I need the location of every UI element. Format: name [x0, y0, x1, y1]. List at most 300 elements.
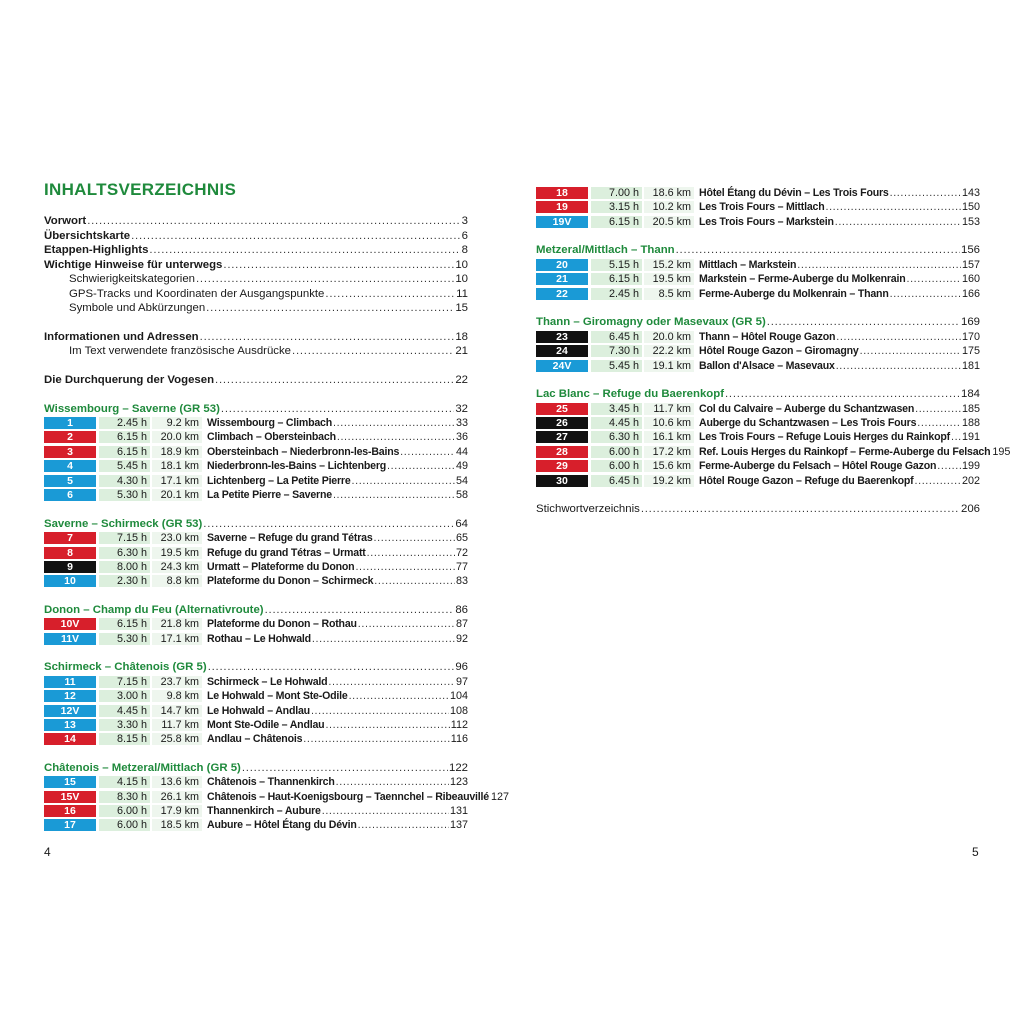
stage-distance: 18.6 km — [644, 187, 694, 199]
page-reference: 175 — [961, 345, 980, 357]
page-title: INHALTSVERZEICHNIS — [44, 180, 237, 199]
stage-duration: 5.45 h — [99, 460, 150, 472]
stage-title: Ferme-Auberge du Molkenrain – Thann — [699, 288, 889, 300]
stage-distance: 20.0 km — [152, 431, 202, 443]
page-reference: 131 — [449, 805, 468, 817]
stage-distance: 10.6 km — [644, 417, 694, 429]
stage-row[interactable] — [44, 459, 468, 474]
page-reference: 191 — [961, 431, 980, 443]
stage-distance: 23.7 km — [152, 676, 202, 688]
page-reference: 206 — [960, 503, 980, 515]
leader-dots — [387, 459, 455, 474]
leader-dots — [215, 373, 454, 388]
page-reference: 77 — [455, 561, 468, 573]
leader-dots — [890, 287, 961, 302]
stage-distance: 21.8 km — [152, 618, 202, 630]
stage-row[interactable] — [536, 445, 1011, 460]
leader-dots — [196, 272, 454, 287]
page-reference: 86 — [455, 604, 468, 616]
entry-title: Etappen-Highlights — [44, 244, 149, 256]
toc-entry[interactable] — [44, 344, 468, 359]
stage-duration: 4.45 h — [591, 417, 642, 429]
stage-duration: 6.30 h — [591, 431, 642, 443]
stage-row[interactable] — [44, 732, 468, 747]
stage-row[interactable] — [44, 790, 509, 805]
toc-entry[interactable] — [44, 301, 468, 316]
toc-entry[interactable] — [44, 243, 468, 258]
leader-dots — [860, 344, 961, 359]
entry-title: Wichtige Hinweise für unterwegs — [44, 259, 223, 271]
page-reference: 169 — [960, 316, 980, 328]
stage-row[interactable] — [536, 215, 980, 230]
stage-number-badge: 1 — [44, 417, 96, 429]
leader-dots — [221, 402, 454, 417]
section-heading[interactable] — [44, 402, 468, 417]
leader-dots — [336, 775, 449, 790]
page-reference: 157 — [961, 259, 980, 271]
stage-title: Mittlach – Markstein — [699, 259, 797, 271]
leader-dots — [352, 474, 455, 489]
page-reference: 10 — [455, 259, 468, 271]
leader-dots — [906, 272, 961, 287]
stage-number-badge: 19V — [536, 216, 588, 228]
stage-duration: 3.30 h — [99, 719, 150, 731]
stage-duration: 5.45 h — [591, 360, 642, 372]
stage-title: Urmatt – Plateforme du Donon — [207, 561, 355, 573]
stage-title: Le Hohwald – Mont Ste-Odile — [207, 690, 348, 702]
page-reference: 170 — [961, 331, 980, 343]
stage-distance: 19.5 km — [644, 273, 694, 285]
stage-title: Les Trois Fours – Refuge Louis Herges du Rainkopf — [699, 431, 950, 443]
stage-duration: 3.45 h — [591, 403, 642, 415]
stage-duration: 6.00 h — [591, 446, 642, 458]
stage-number-badge: 10V — [44, 618, 96, 630]
stage-number-badge: 11V — [44, 633, 96, 645]
stage-row[interactable] — [44, 804, 468, 819]
stage-title: Ferme-Auberge du Felsach – Hôtel Rouge Gazon — [699, 460, 937, 472]
stage-number-badge: 18 — [536, 187, 588, 199]
stage-row[interactable] — [536, 287, 980, 302]
stage-title: La Petite Pierre – Saverne — [207, 489, 332, 501]
page-reference: 150 — [961, 201, 980, 213]
stage-distance: 20.1 km — [152, 489, 202, 501]
stage-number-badge: 22 — [536, 288, 588, 300]
page-reference: 3 — [461, 215, 468, 227]
stage-number-badge: 5 — [44, 475, 96, 487]
stage-number-badge: 27 — [536, 431, 588, 443]
stage-title: Châtenois – Thannenkirch — [207, 776, 335, 788]
toc-entry[interactable] — [44, 214, 468, 229]
toc-entry[interactable] — [44, 229, 468, 244]
toc-entry[interactable] — [44, 287, 468, 302]
stage-row[interactable] — [44, 704, 468, 719]
toc-entry[interactable] — [44, 373, 468, 388]
stage-title: Hôtel Rouge Gazon – Giromagny — [699, 345, 859, 357]
stage-row[interactable] — [44, 675, 468, 690]
stage-duration: 6.45 h — [591, 331, 642, 343]
stage-title: Thannenkirch – Aubure — [207, 805, 321, 817]
leader-dots — [328, 675, 455, 690]
stage-title: Lichtenberg – La Petite Pierre — [207, 475, 351, 487]
leader-dots — [303, 732, 449, 747]
stage-duration: 4.30 h — [99, 475, 150, 487]
stage-duration: 6.45 h — [591, 475, 642, 487]
entry-title: Wissembourg – Saverne (GR 53) — [44, 403, 220, 415]
stage-duration: 6.15 h — [591, 216, 642, 228]
stage-distance: 8.5 km — [644, 288, 694, 300]
stage-duration: 7.00 h — [591, 187, 642, 199]
page-reference: 104 — [449, 690, 468, 702]
page-reference: 137 — [449, 819, 468, 831]
leader-dots — [367, 546, 455, 561]
stage-duration: 6.00 h — [99, 819, 150, 831]
page-reference: 6 — [461, 230, 468, 242]
leader-dots — [937, 459, 961, 474]
leader-dots — [676, 243, 960, 258]
section-heading[interactable] — [44, 761, 468, 776]
leader-dots — [355, 560, 455, 575]
page-reference: 160 — [961, 273, 980, 285]
leader-dots — [349, 689, 449, 704]
stage-row[interactable] — [536, 258, 980, 273]
stage-duration: 8.15 h — [99, 733, 150, 745]
stage-row[interactable] — [536, 430, 980, 445]
stage-distance: 10.2 km — [644, 201, 694, 213]
page-reference: 22 — [455, 374, 468, 386]
page-reference: 83 — [455, 575, 468, 587]
stage-distance: 19.1 km — [644, 360, 694, 372]
stage-number-badge: 17 — [44, 819, 96, 831]
stage-row[interactable] — [536, 186, 980, 201]
stage-number-badge: 4 — [44, 460, 96, 472]
stage-distance: 19.2 km — [644, 475, 694, 487]
stage-duration: 6.00 h — [591, 460, 642, 472]
stage-row[interactable] — [44, 574, 468, 589]
leader-dots — [725, 387, 960, 402]
section-heading[interactable] — [536, 315, 980, 330]
stage-title: Les Trois Fours – Mittlach — [699, 201, 825, 213]
page-number-right: 5 — [972, 845, 979, 859]
stage-row[interactable] — [536, 474, 980, 489]
leader-dots — [311, 704, 449, 719]
stage-title: Climbach – Obersteinbach — [207, 431, 336, 443]
stage-number-badge: 9 — [44, 561, 96, 573]
stage-distance: 24.3 km — [152, 561, 202, 573]
page-reference: 143 — [961, 187, 980, 199]
leader-dots — [149, 243, 460, 258]
stage-distance: 25.8 km — [152, 733, 202, 745]
stage-row[interactable] — [536, 416, 980, 431]
stage-number-badge: 29 — [536, 460, 588, 472]
page-reference: 112 — [450, 719, 468, 731]
section-heading[interactable] — [44, 603, 468, 618]
page-reference: 97 — [455, 676, 468, 688]
stage-distance: 23.0 km — [152, 532, 202, 544]
entry-title: GPS-Tracks und Koordinaten der Ausgangspunkte — [69, 288, 325, 300]
page-reference: 153 — [961, 216, 980, 228]
leader-dots — [767, 315, 960, 330]
stage-title: Ballon d'Alsace – Masevaux — [699, 360, 835, 372]
page-number-left: 4 — [44, 845, 51, 859]
stage-title: Obersteinbach – Niederbronn-les-Bains — [207, 446, 400, 458]
toc-entry[interactable] — [44, 258, 468, 273]
stage-duration: 6.15 h — [99, 618, 150, 630]
section-heading[interactable] — [536, 387, 980, 402]
stage-duration: 8.00 h — [99, 561, 150, 573]
leader-dots — [208, 660, 455, 675]
stage-duration: 6.00 h — [99, 805, 150, 817]
leader-dots — [915, 474, 961, 489]
stage-title: Wissembourg – Climbach — [207, 417, 333, 429]
stage-distance: 18.9 km — [152, 446, 202, 458]
leader-dots — [337, 430, 455, 445]
entry-title: Châtenois – Metzeral/Mittlach (GR 5) — [44, 762, 241, 774]
stage-duration: 2.45 h — [591, 288, 642, 300]
stage-row[interactable] — [44, 775, 468, 790]
stage-title: Hôtel Étang du Dévin – Les Trois Fours — [699, 187, 889, 199]
stage-distance: 17.9 km — [152, 805, 202, 817]
page-reference: 184 — [960, 388, 980, 400]
page-reference: 202 — [961, 475, 980, 487]
stage-number-badge: 30 — [536, 475, 588, 487]
entry-title: Vorwort — [44, 215, 87, 227]
leader-dots — [825, 200, 961, 215]
stage-number-badge: 16 — [44, 805, 96, 817]
leader-dots — [292, 344, 454, 359]
stage-number-badge: 28 — [536, 446, 588, 458]
stage-title: Les Trois Fours – Markstein — [699, 216, 834, 228]
stage-distance: 9.8 km — [152, 690, 202, 702]
stage-number-badge: 23 — [536, 331, 588, 343]
stage-duration: 3.15 h — [591, 201, 642, 213]
stage-number-badge: 24V — [536, 360, 588, 372]
leader-dots — [915, 402, 961, 417]
stage-row[interactable] — [536, 344, 980, 359]
leader-dots — [797, 258, 961, 273]
leader-dots — [917, 416, 961, 431]
stage-duration: 6.15 h — [591, 273, 642, 285]
stage-duration: 8.30 h — [99, 791, 150, 803]
page-reference: 21 — [455, 345, 468, 357]
page-reference: 188 — [961, 417, 980, 429]
page-reference: 92 — [455, 633, 468, 645]
stage-title: Plateforme du Donon – Rothau — [207, 618, 357, 630]
stage-number-badge: 12 — [44, 690, 96, 702]
stage-row[interactable] — [44, 718, 468, 733]
leader-dots — [312, 632, 455, 647]
stage-row[interactable] — [536, 272, 980, 287]
page-reference: 18 — [455, 331, 468, 343]
page-reference: 185 — [961, 403, 980, 415]
stage-distance: 26.1 km — [152, 791, 202, 803]
entry-title: Saverne – Schirmeck (GR 53) — [44, 518, 203, 530]
stage-row[interactable] — [44, 818, 468, 833]
stage-title: Schirmeck – Le Hohwald — [207, 676, 328, 688]
stage-title: Saverne – Refuge du grand Tétras — [207, 532, 373, 544]
stage-row[interactable] — [44, 531, 468, 546]
stage-distance: 17.1 km — [152, 633, 202, 645]
leader-dots — [358, 818, 449, 833]
stage-distance: 17.1 km — [152, 475, 202, 487]
stage-row[interactable] — [536, 359, 980, 374]
leader-dots — [206, 301, 454, 316]
stage-row[interactable] — [44, 488, 468, 503]
stage-duration: 3.00 h — [99, 690, 150, 702]
stage-duration: 2.30 h — [99, 575, 150, 587]
stage-number-badge: 7 — [44, 532, 96, 544]
page-reference: 127 — [490, 791, 509, 803]
page-reference: 123 — [449, 776, 468, 788]
stage-row[interactable] — [44, 689, 468, 704]
stage-duration: 7.15 h — [99, 532, 150, 544]
leader-dots — [203, 517, 454, 532]
stage-number-badge: 25 — [536, 403, 588, 415]
stage-duration: 2.45 h — [99, 417, 150, 429]
stage-row[interactable] — [44, 632, 468, 647]
stage-row[interactable] — [44, 560, 468, 575]
page-reference: 166 — [961, 288, 980, 300]
stage-number-badge: 20 — [536, 259, 588, 271]
stage-distance: 13.6 km — [152, 776, 202, 788]
stage-row[interactable] — [536, 200, 980, 215]
stage-distance: 20.5 km — [644, 216, 694, 228]
section-heading[interactable] — [44, 517, 468, 532]
stage-title: Hôtel Rouge Gazon – Refuge du Baerenkopf — [699, 475, 914, 487]
page-reference: 122 — [448, 762, 468, 774]
leader-dots — [333, 416, 455, 431]
leader-dots — [358, 617, 455, 632]
page-reference: 108 — [449, 705, 468, 717]
page-reference: 49 — [455, 460, 468, 472]
stage-title: Auberge du Schantzwasen – Les Trois Fours — [699, 417, 917, 429]
page-reference: 64 — [455, 518, 468, 530]
stage-number-badge: 12V — [44, 705, 96, 717]
leader-dots — [325, 287, 455, 302]
stage-number-badge: 10 — [44, 575, 96, 587]
stage-title: Col du Calvaire – Auberge du Schantzwasen — [699, 403, 915, 415]
page-reference: 181 — [961, 360, 980, 372]
leader-dots — [951, 430, 961, 445]
leader-dots — [835, 215, 961, 230]
page-reference: 65 — [455, 532, 468, 544]
stage-title: Aubure – Hôtel Étang du Dévin — [207, 819, 357, 831]
entry-title: Schwierigkeitskategorien — [69, 273, 195, 285]
stage-row[interactable] — [44, 546, 468, 561]
stage-number-badge: 19 — [536, 201, 588, 213]
stage-row[interactable] — [536, 402, 980, 417]
page-reference: 96 — [455, 661, 468, 673]
page-reference: 54 — [455, 475, 468, 487]
stage-distance: 17.2 km — [644, 446, 694, 458]
stage-distance: 8.8 km — [152, 575, 202, 587]
entry-title: Thann – Giromagny oder Masevaux (GR 5) — [536, 316, 766, 328]
stage-distance: 11.7 km — [152, 719, 202, 731]
section-heading[interactable] — [44, 660, 468, 675]
entry-title: Im Text verwendete französische Ausdrücke — [69, 345, 292, 357]
stage-duration: 6.15 h — [99, 431, 150, 443]
stage-duration: 5.30 h — [99, 633, 150, 645]
stage-duration: 7.30 h — [591, 345, 642, 357]
stage-title: Mont Ste-Odile – Andlau — [207, 719, 325, 731]
stage-duration: 6.15 h — [99, 446, 150, 458]
stage-row[interactable] — [536, 459, 980, 474]
stage-number-badge: 14 — [44, 733, 96, 745]
stage-distance: 18.1 km — [152, 460, 202, 472]
stage-distance: 16.1 km — [644, 431, 694, 443]
page-reference: 36 — [455, 431, 468, 443]
leader-dots — [374, 531, 455, 546]
entry-title: Lac Blanc – Refuge du Baerenkopf — [536, 388, 724, 400]
stage-number-badge: 6 — [44, 489, 96, 501]
page-reference: 10 — [455, 273, 468, 285]
leader-dots — [131, 229, 461, 244]
stage-number-badge: 3 — [44, 446, 96, 458]
stage-duration: 4.15 h — [99, 776, 150, 788]
page-reference: 199 — [961, 460, 980, 472]
entry-title: Symbole und Abkürzungen — [69, 302, 206, 314]
stage-number-badge: 15V — [44, 791, 96, 803]
stage-number-badge: 13 — [44, 719, 96, 731]
section-heading[interactable] — [536, 243, 980, 258]
page-reference: 32 — [455, 403, 468, 415]
stage-row[interactable] — [536, 330, 980, 345]
stage-title: Plateforme du Donon – Schirmeck — [207, 575, 374, 587]
stage-row[interactable] — [44, 474, 468, 489]
stage-row[interactable] — [44, 617, 468, 632]
stage-title: Markstein – Ferme-Auberge du Molkenrain — [699, 273, 906, 285]
entry-title: Metzeral/Mittlach – Thann — [536, 244, 675, 256]
leader-dots — [641, 502, 960, 517]
leader-dots — [200, 330, 455, 345]
entry-title: Donon – Champ du Feu (Alternativroute) — [44, 604, 264, 616]
toc-entry[interactable] — [44, 330, 468, 345]
stage-row[interactable] — [44, 416, 468, 431]
page-reference: 33 — [455, 417, 468, 429]
leader-dots — [265, 603, 455, 618]
leader-dots — [87, 214, 460, 229]
toc-entry[interactable] — [44, 272, 468, 287]
page-reference: 44 — [455, 446, 468, 458]
stage-title: Andlau – Châtenois — [207, 733, 303, 745]
entry-title: Übersichtskarte — [44, 230, 131, 242]
stage-distance: 15.6 km — [644, 460, 694, 472]
stage-number-badge: 2 — [44, 431, 96, 443]
leader-dots — [400, 445, 455, 460]
stage-title: Refuge du grand Tétras – Urmatt — [207, 547, 366, 559]
toc-entry[interactable] — [536, 502, 980, 517]
stage-title: Thann – Hôtel Rouge Gazon — [699, 331, 836, 343]
stage-distance: 20.0 km — [644, 331, 694, 343]
stage-number-badge: 15 — [44, 776, 96, 788]
page-reference: 116 — [450, 733, 468, 745]
page-reference: 15 — [455, 302, 468, 314]
stage-title: Le Hohwald – Andlau — [207, 705, 310, 717]
leader-dots — [322, 804, 449, 819]
stage-distance: 11.7 km — [644, 403, 694, 415]
entry-title: Informationen und Adressen — [44, 331, 199, 343]
stage-distance: 15.2 km — [644, 259, 694, 271]
page-reference: 72 — [455, 547, 468, 559]
page-reference: 58 — [455, 489, 468, 501]
entry-title: Die Durchquerung der Vogesen — [44, 374, 215, 386]
stage-distance: 9.2 km — [152, 417, 202, 429]
stage-duration: 5.15 h — [591, 259, 642, 271]
stage-distance: 19.5 km — [152, 547, 202, 559]
stage-row[interactable] — [44, 430, 468, 445]
stage-number-badge: 21 — [536, 273, 588, 285]
leader-dots — [333, 488, 455, 503]
stage-row[interactable] — [44, 445, 468, 460]
